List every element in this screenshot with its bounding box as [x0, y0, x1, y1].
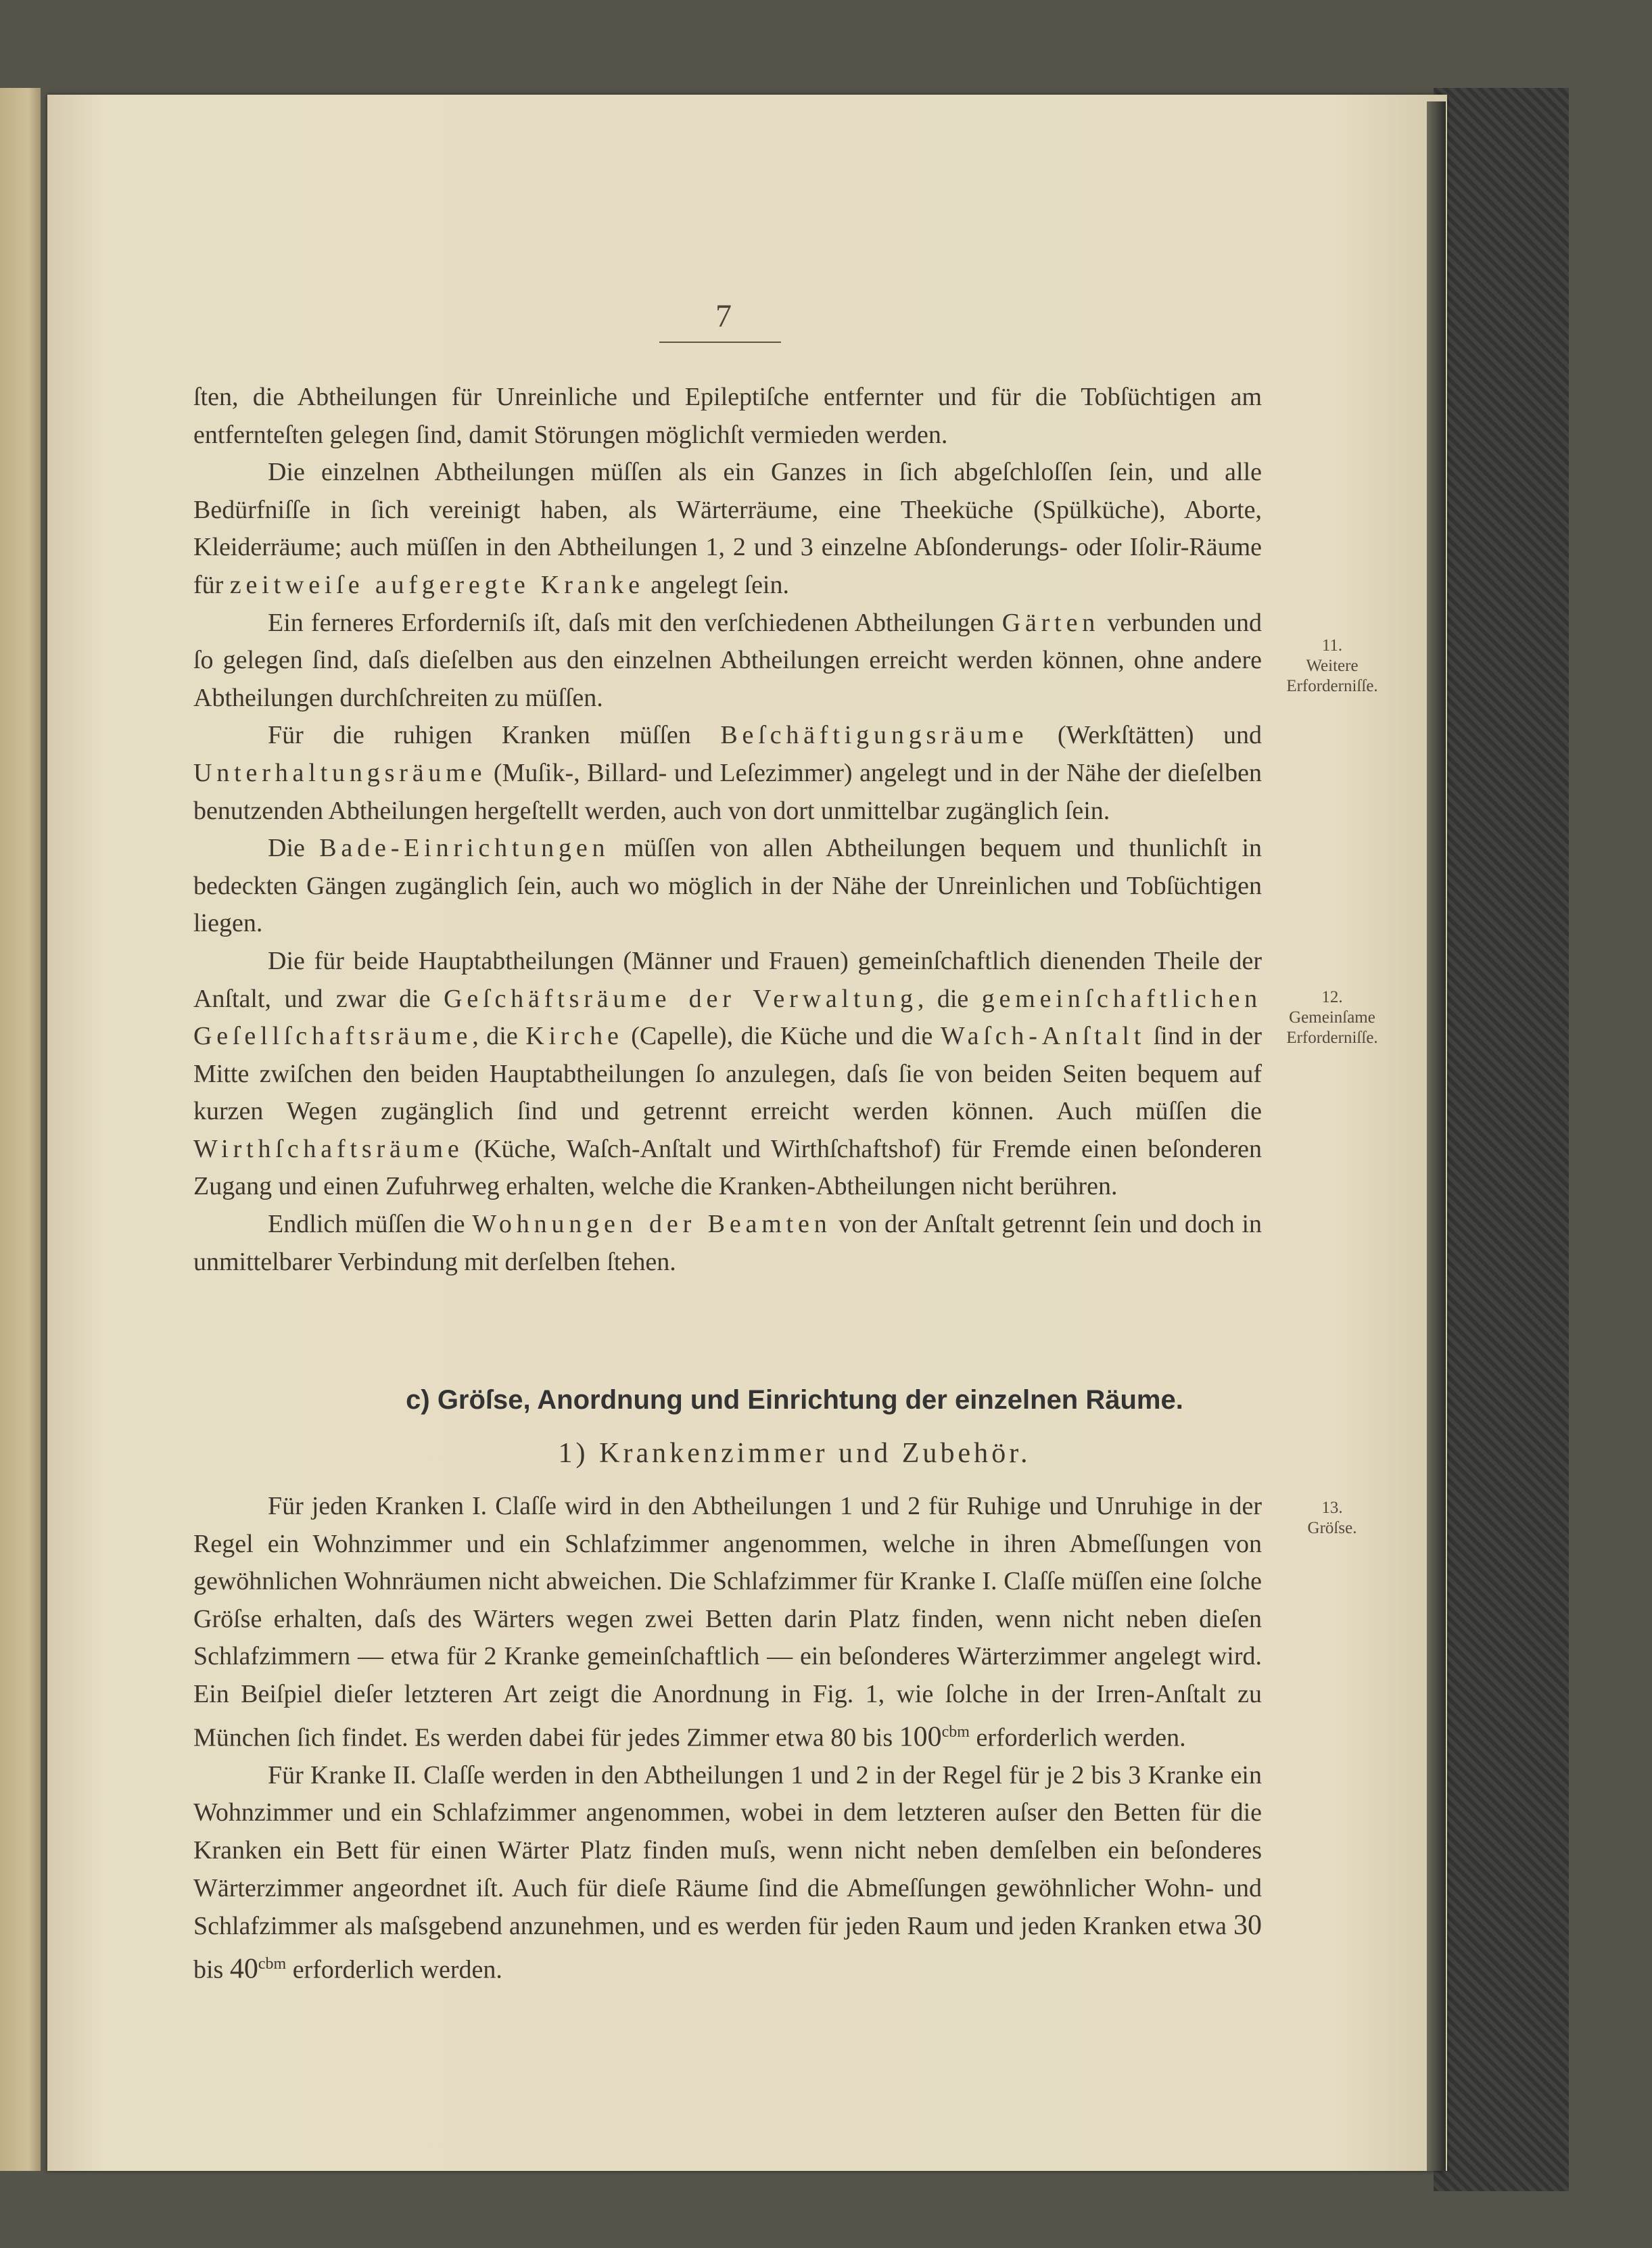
spaced-emphasis: Wohnungen der Beamten	[472, 1210, 832, 1239]
page-gutter-shadow	[1427, 101, 1446, 2171]
paragraph-9: Für Kranke II. Claſſe werden in den Abtheilungen 1 und 2 in der Regel für je 2 bis 3 Kranke ein Wohnzimmer und ein Schlafzimmer angenommen, wobei in dem letzteren auſser den Betten für die Kranken ein Bett für einen Wärter Platz finden muſs, wenn nicht neben demſelben ein beſonderes Wärterzimmer angeordnet iſt. Auch für dieſe Räume ſind die Abmeſſungen gewöhnlicher Wohn- und Schlafzimmer als maſsgebend anzunehmen, und es werden für jeden Raum und jeden Kranken etwa 30 bis $40^{cbm}$ erforderlich werden.	[193, 1760, 1262, 1985]
spaced-emphasis: Gärten	[1001, 608, 1100, 637]
paragraph-2: Die einzelnen Abtheilungen müſſen als ein Ganzes in ſich abgeſchloſſen ſein, und alle Bedürfniſſe in ſich vereinigt haben, als Wärterräume, eine Theeküche (Spülküche), Aborte, Kleiderräume; auch müſſen in den Abtheilungen 1, 2 und 3 einzelne Abſonderungs- oder Iſolir-Räume für zeitweiſe aufgeregte Kranke angelegt ſein.	[193, 458, 1262, 599]
spaced-emphasis: Waſch-Anſtalt	[940, 1022, 1146, 1051]
spaced-emphasis: zeitweiſe aufgeregte Kranke	[229, 570, 644, 599]
page-number: 7	[715, 298, 732, 334]
body-text-lower	[193, 1488, 1262, 1989]
spaced-emphasis: Kirche	[525, 1022, 623, 1051]
adjacent-page-edge	[0, 88, 41, 2171]
paragraph-1: ſten, die Abtheilungen für Unreinliche und Epileptiſche entfernter und für die Tobſüchtigen am entfernteſten gelegen ſind, damit Störungen möglichſt vermieden werden.	[193, 383, 1262, 449]
paragraph-6: Die für beide Hauptabtheilungen (Männer und Frauen) gemeinſchaftlich dienenden Theile der Anſtalt, und zwar die Geſchäftsräume der Verwaltung, die gemeinſchaftlichen Geſellſchaftsräume, die Kirche (Capelle), die Küche und die Waſch-Anſtalt ſind in der Mitte zwiſchen den beiden Hauptabtheilungen ſo anzulegen, daſs ſie von beiden Seiten bequem auf kurzen Wegen zugänglich ſind und getrennt erreicht werden können. Auch müſſen die Wirthſchaftsräume (Küche, Waſch-Anſtalt und Wirthſchaftshof) für Fremde einen beſonderen Zugang und einen Zufuhrweg erhalten, welche die Kranken-Abtheilungen nicht berühren.	[193, 946, 1262, 1201]
page-leaf	[47, 95, 1447, 2171]
paragraph-8: Für jeden Kranken I. Claſſe wird in den Abtheilungen 1 und 2 für Ruhige und Unruhige in der Regel ein Wohnzimmer und ein Schlafzimmer angenommen, welche in ihren Abmeſſungen von gewöhnlichen Wohnräumen nicht abweichen. Die Schlafzimmer für Kranke I. Claſſe müſſen eine ſolche Gröſse erhalten, daſs des Wärters wegen zwei Betten darin Platz finden, wenn nicht neben dieſen Schlafzimmern — etwa für 2 Kranke gemeinſchaftlich — ein beſonderes Wärterzimmer angelegt wird. Ein Beiſpiel dieſer letzteren Art zeigt die Anordnung in Fig. 1, wie ſolche in der Irren-Anſtalt zu München ſich findet. Es werden dabei für jedes Zimmer etwa 80 bis $100^{cbm}$ erforderlich werden.	[193, 1492, 1262, 1753]
paragraph-3: Ein ferneres Erforderniſs iſt, daſs mit den verſchiedenen Abtheilungen Gärten verbunden und ſo gelegen ſind, daſs dieſelben aus den einzelnen Abtheilungen erreicht werden können, ohne andere Abtheilungen durchſchreiten zu müſſen.	[193, 608, 1262, 712]
paragraph-4: Für die ruhigen Kranken müſſen Beſchäftigungsräume (Werkſtätten) und Unterhaltungsräume (Muſik-, Billard- und Leſezimmer) angelegt und in der Nähe der dieſelben benutzenden Abtheilungen hergeſtellt werden, auch von dort unmittelbar zugänglich ſein.	[193, 721, 1262, 825]
page-number-rule	[659, 342, 781, 343]
paragraph-5: Die Bade-Einrichtungen müſſen von allen Abtheilungen bequem und thunlichſt in bedeckten Gängen zugänglich ſein, auch wo möglich in der Nähe der Unreinlichen und Tobſüchtigen liegen.	[193, 834, 1262, 938]
spaced-emphasis: gemeinſchaftlichen Geſellſchaftsräume	[193, 984, 1262, 1051]
paragraph-7: Endlich müſſen die Wohnungen der Beamten von der Anſtalt getrennt ſein und doch in unmittelbarer Verbindung mit derſelben ſtehen.	[193, 1210, 1262, 1276]
spaced-emphasis: Wirthſchaftsräume	[193, 1134, 464, 1163]
margin-note-13: 13. Gröſse.	[1307, 1499, 1357, 1537]
section-heading: c) Gröſse, Anordnung und Einrichtung der einzelnen Räume.	[406, 1385, 1183, 1415]
spaced-emphasis: Bade-Einrichtungen	[319, 834, 610, 863]
book-cover-spine	[1434, 88, 1569, 2191]
sub-heading: 1) Krankenzimmer und Zubehör.	[558, 1438, 1031, 1469]
spaced-emphasis: Geſchäftsräume der Verwaltung	[444, 984, 918, 1013]
body-text-upper	[193, 379, 1262, 1281]
margin-note-12: 12. Gemeinſame Erforderniſſe.	[1286, 988, 1378, 1047]
margin-note-11: 11. Weitere Erforderniſſe.	[1286, 636, 1378, 695]
spaced-emphasis: Beſchäftigungsräume	[720, 721, 1029, 750]
spaced-emphasis: Unterhaltungsräume	[193, 758, 487, 787]
